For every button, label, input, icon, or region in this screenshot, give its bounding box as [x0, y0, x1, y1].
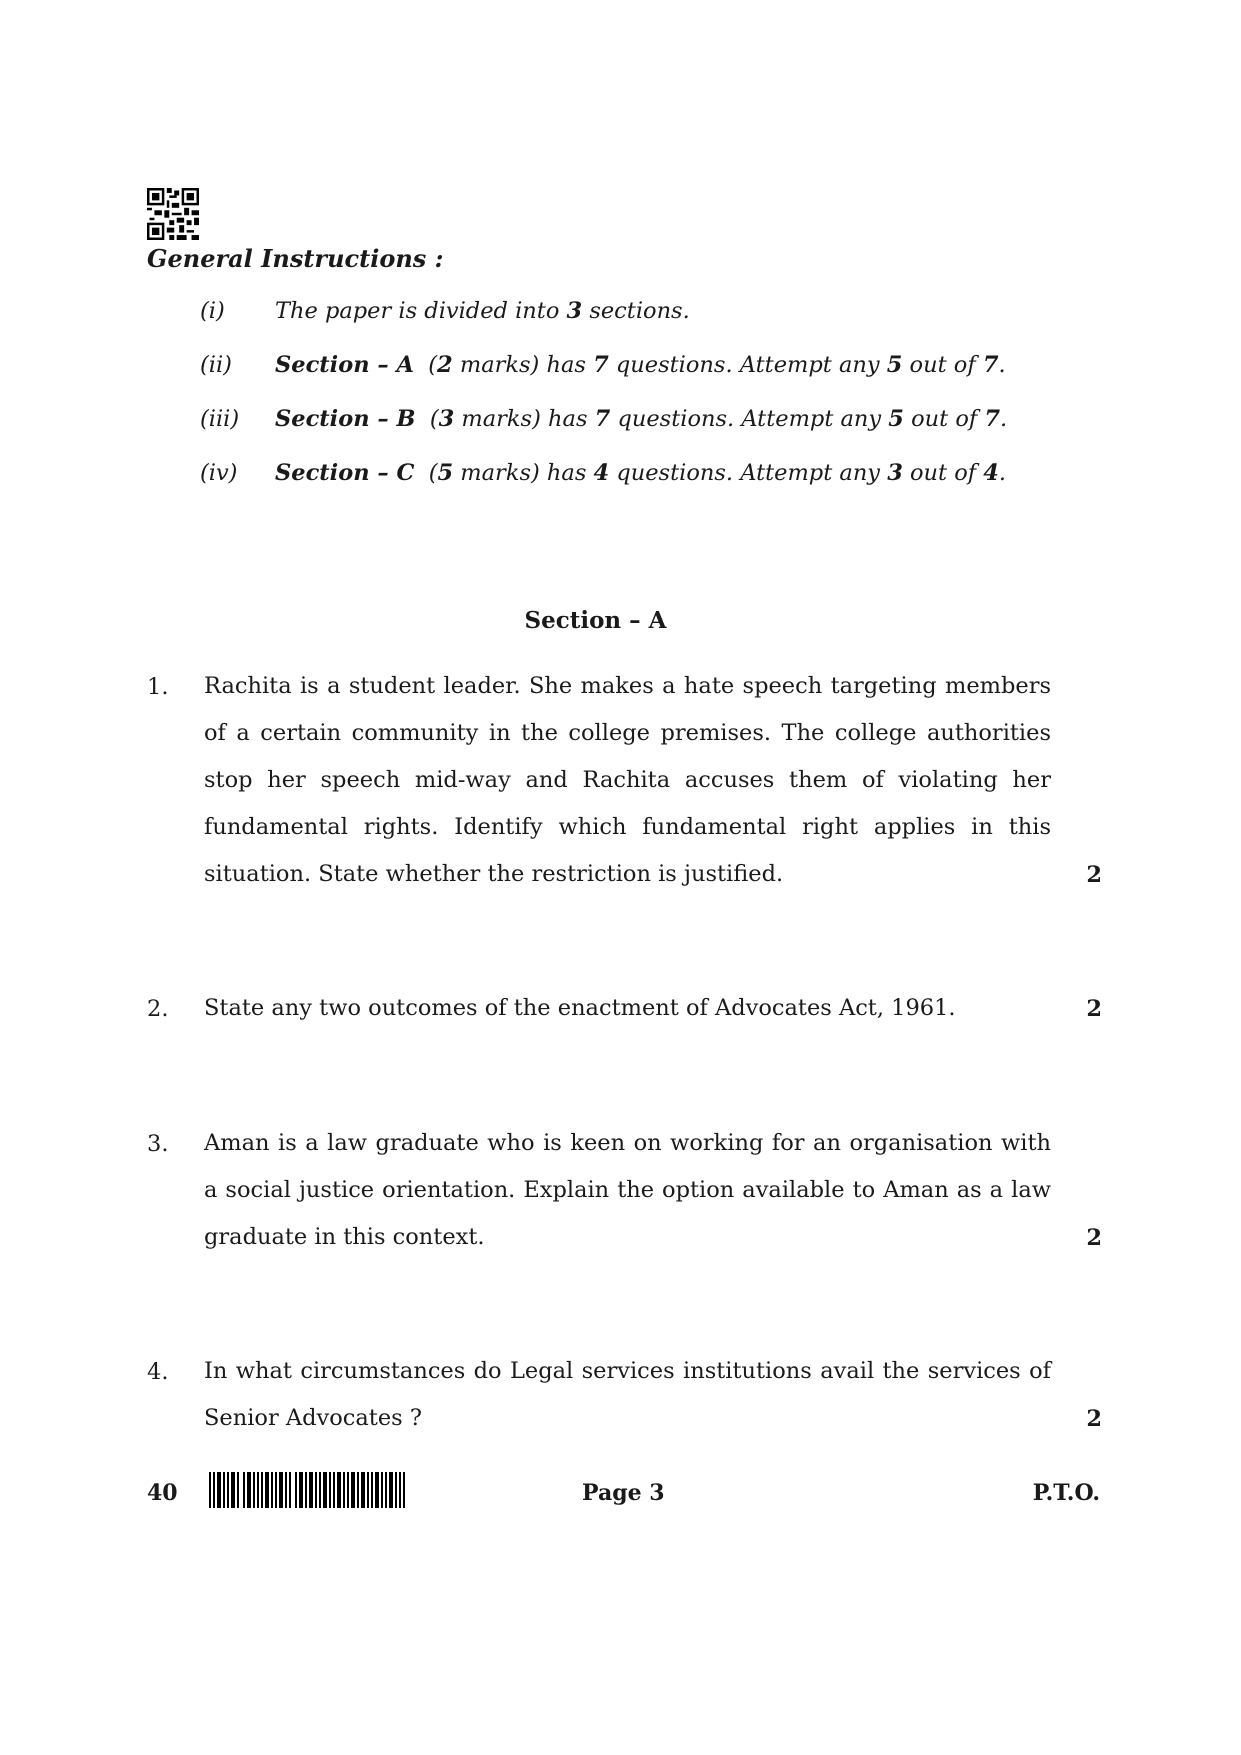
question-text: Aman is a law graduate who is keen on working for an organisation with a social justice orientation. Explain the option available to Aman as a law graduate in this context.: [204, 1130, 1051, 1250]
question-number: 2.: [147, 996, 169, 1022]
section-title: Section – A: [524, 607, 667, 634]
instruction-number: (iii): [200, 406, 240, 432]
question-marks: 2: [1086, 1225, 1102, 1251]
general-instructions-title: General Instructions :: [147, 244, 444, 273]
question-text: Rachita is a student leader. She makes a hate speech targeting members of a certain community in the college premises. The college authorities stop her speech mid-way and Rachita accuses them of violating her fundamental rights. Identify which fundamental right applies in this situation. State whether the restriction is justified.: [204, 673, 1051, 887]
barcode: [209, 1472, 405, 1508]
page-number: Page 3: [582, 1480, 665, 1506]
question-marks: 2: [1086, 862, 1102, 888]
question-number: 4.: [147, 1359, 169, 1385]
paper-code: 40: [147, 1480, 178, 1506]
instruction-text: Section – C (5 marks) has 4 questions. Attempt any 3 out of 4.: [275, 460, 1007, 486]
pto-label: P.T.O.: [1032, 1480, 1100, 1506]
question-number: 1.: [147, 674, 169, 700]
instruction-text: The paper is divided into 3 sections.: [275, 298, 690, 324]
instruction-text: Section – B (3 marks) has 7 questions. Attempt any 5 out of 7.: [275, 406, 1008, 432]
page-footer: [0, 1480, 1241, 1520]
question-text: State any two outcomes of the enactment of Advocates Act, 1961.: [204, 995, 956, 1021]
question-number: 3.: [147, 1131, 169, 1157]
question-text: In what circumstances do Legal services institutions avail the services of Senior Advocates ?: [204, 1358, 1051, 1431]
qr-code: [147, 188, 199, 240]
question-marks: 2: [1086, 996, 1102, 1022]
instruction-number: (ii): [200, 352, 232, 378]
instruction-number: (i): [200, 298, 225, 324]
instruction-number: (iv): [200, 460, 238, 486]
question-marks: 2: [1086, 1406, 1102, 1432]
instruction-text: Section – A (2 marks) has 7 questions. Attempt any 5 out of 7.: [275, 352, 1006, 378]
